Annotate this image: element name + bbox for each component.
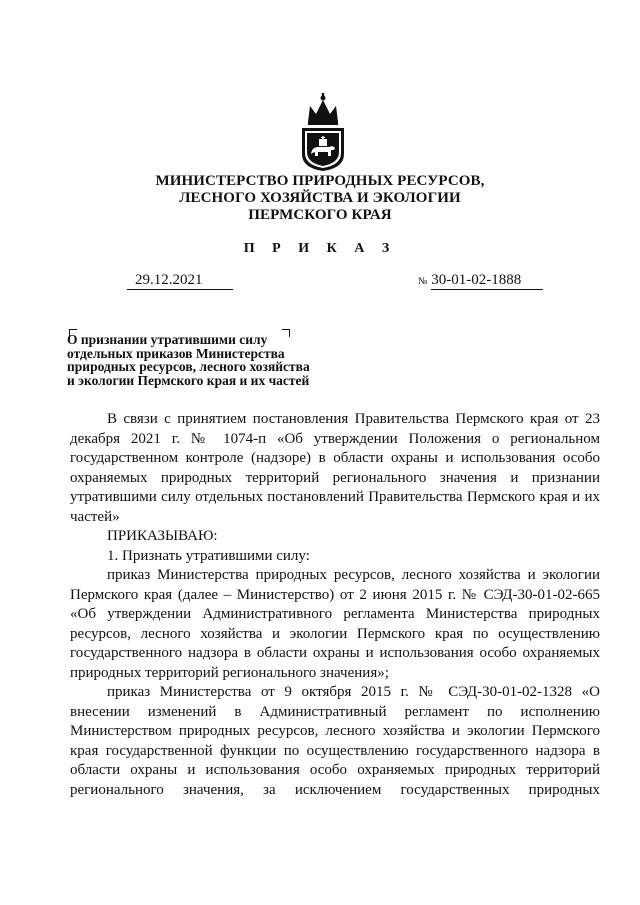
body-paragraph-preamble: В связи с принятием постановления Правительства Пермского края от 23 декабря 2021 г. № 1074-п «Об утверждении Положения о региональном государственном контроле (надзоре) в области охраны и использования особо охраняемых природных территорий регионального значения и признании утратившими силу отдельных постановлений Правительства Пермского края и их частей» (70, 411, 600, 525)
perm-krai-coat-of-arms-icon (296, 92, 350, 172)
ministry-name-line: ПЕРМСКОГО КРАЯ (248, 207, 392, 223)
subject-line: природных ресурсов, лесного хозяйства (67, 359, 310, 374)
document-number-field (418, 272, 543, 290)
ministry-name-line: МИНИСТЕРСТВО ПРИРОДНЫХ РЕСУРСОВ, (155, 173, 485, 189)
body-paragraph-order: ПРИКАЗЫВАЮ: (107, 528, 218, 544)
body-paragraph-item-1: 1. Признать утратившими силу: (107, 547, 310, 564)
document-number: 30-01-02-1888 (431, 272, 543, 290)
ministry-name (120, 173, 520, 224)
subject-line: и экологии Пермского края и их частей (67, 372, 310, 388)
document-body (70, 410, 600, 800)
body-paragraph-order-1328: приказ Министерства от 9 октября 2015 г. № СЭД-30-01-02-1328 «О внесении изменений в Административный регламент по исполнению Министерством природных ресурсов, лесного хозяйства и экологии Пермского края государственной функции по осуществлению государственного надзора в области охраны и использования особо охраняемых природных территорий регионального значения, за исключением государственных природных (70, 684, 600, 798)
document-date: 29.12.2021 (127, 272, 233, 290)
document-type-title: П Р И К А З (243, 241, 397, 256)
body-paragraph-order-665: приказ Министерства природных ресурсов, лесного хозяйства и экологии Пермского края (далее – Министерство) от 2 июня 2015 г. № СЭД-30-01-02-665 «Об утверждении Административного регламента Министерства природных ресурсов, лесного хозяйства и экологии Пермского края по осуществлению государственного надзора в области охраны и использования особо охраняемых природных территорий регионального значения»; (70, 567, 600, 681)
number-sign: № (418, 276, 428, 287)
subject-line: О признании утратившими силу (67, 332, 268, 347)
document-subject (67, 333, 357, 387)
subject-line: отдельных приказов Министерства (67, 345, 285, 361)
ministry-name-line: ЛЕСНОГО ХОЗЯЙСТВА И ЭКОЛОГИИ (179, 190, 461, 206)
